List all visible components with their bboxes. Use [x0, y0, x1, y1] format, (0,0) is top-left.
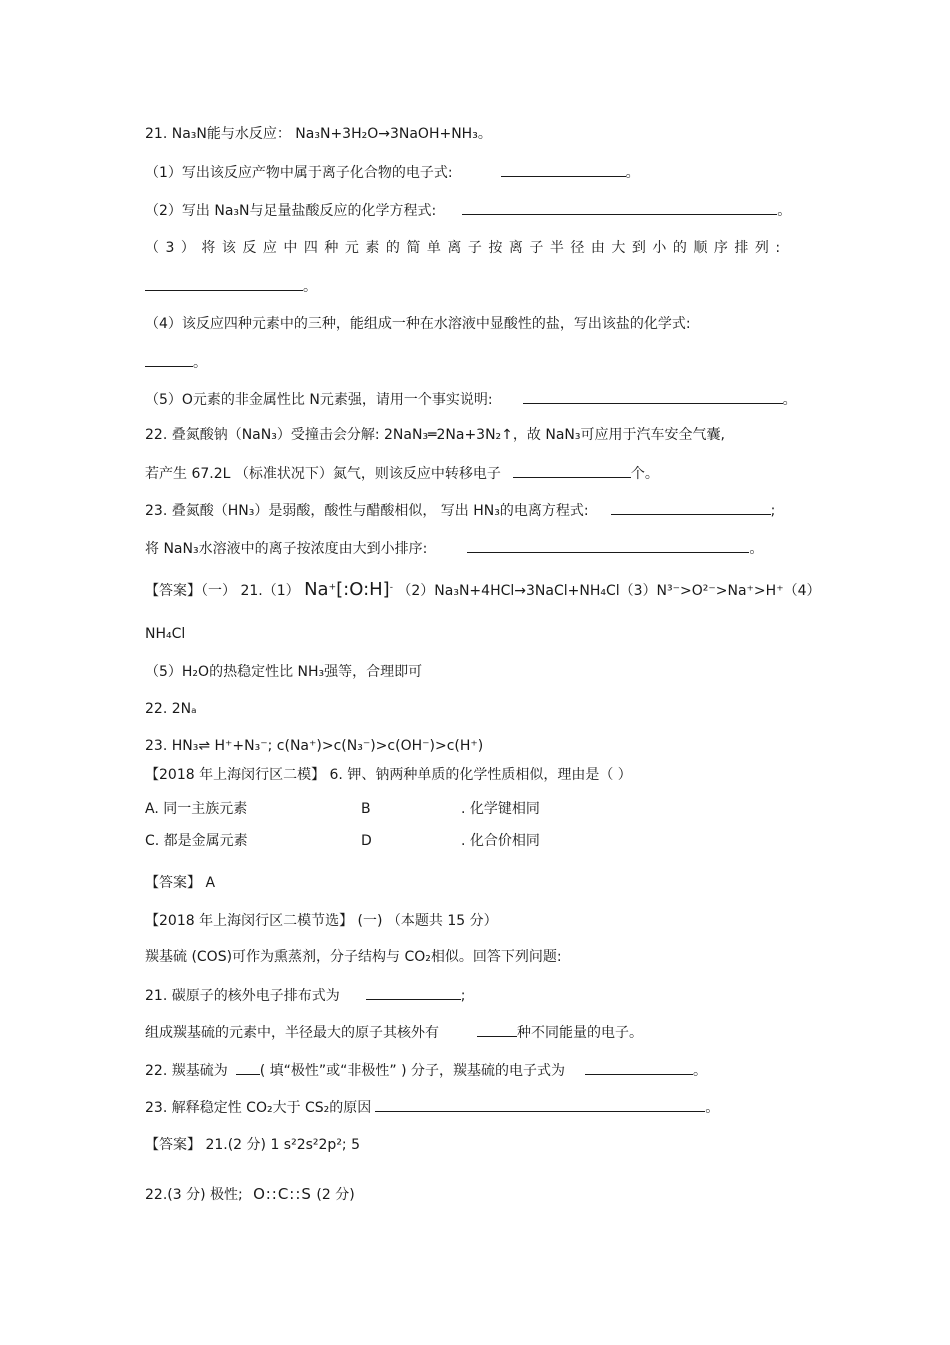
section2-answer22: 22.(3 分) 极性; O::C::S (2 分)	[145, 1185, 355, 1203]
section2-q23: 23. 解释稳定性 CO₂大于 CS₂的原因 。	[145, 1097, 719, 1118]
q6-options-cd	[145, 831, 540, 851]
q21-part3: （3）将该反应中四种元素的简单离子按离子半径由大到小的顺序排列:	[145, 240, 787, 256]
answer1-q22: 22. 2Nₐ	[145, 701, 197, 717]
q21-part4: （4）该反应四种元素中的三种，能组成一种在水溶液中显酸性的盐，写出该盐的化学式:	[145, 316, 691, 332]
option-d: . 化合价相同	[461, 833, 540, 849]
section2-title: 【2018 年上海闵行区二模节选】 (一) （本题共 15 分）	[145, 913, 498, 929]
answer1-part5: （5）H₂O的热稳定性比 NH₃强等，合理即可	[145, 664, 423, 680]
answer-blank	[585, 1060, 693, 1075]
cos-electron-formula: O::C::S	[253, 1185, 312, 1203]
answer-blank	[477, 1022, 517, 1037]
q6-title: 【2018 年上海闵行区二模】 6. 钾、钠两种单质的化学性质相似，理由是（ ）	[145, 767, 632, 783]
option-b-letter: B	[361, 801, 371, 817]
answer-blank	[462, 200, 777, 215]
sodium-symbol: Na	[304, 579, 329, 600]
section2-answer21: 【答案】 21.(2 分) 1 s²2s²2p²; 5	[145, 1137, 361, 1153]
q6-answer: 【答案】 A	[145, 875, 216, 891]
q21-part2: （2）写出 Na₃N与足量盐酸反应的化学方程式: 。	[145, 200, 791, 221]
hydroxide-electron-formula: [:O:H]	[336, 579, 390, 600]
q23-line2: 将 NaN₃水溶液中的离子按浓度由大到小排序: 。	[145, 538, 763, 559]
answer1-line1: 【答案】（一） 21.（1） Na+[:O:H]- （2）Na₃N+4HCl→3NaCl+NH₄Cl（3）N³⁻>O²⁻>Na⁺>H⁺（4）	[145, 579, 821, 600]
answer-blank	[366, 985, 461, 1000]
q21-part5: （5）O元素的非金属性比 N元素强，请用一个事实说明: 。	[145, 389, 797, 410]
section2-intro: 羰基硫 (COS)可作为熏蒸剂，分子结构与 CO₂相似。回答下列问题:	[145, 949, 562, 965]
answer-blank	[236, 1060, 260, 1075]
q22-line1: 22. 叠氮酸钠（NaN₃）受撞击会分解: 2NaN₃═2Na+3N₂↑，故 NaN₃可应用于汽车安全气囊,	[145, 427, 725, 443]
section2-q21a: 21. 碳原子的核外电子排布式为 ;	[145, 985, 465, 1006]
q22-line2: 若产生 67.2L （标准状况下）氮气，则该反应中转移电子 个。	[145, 463, 659, 484]
option-d-letter: D	[361, 833, 372, 849]
q23-line1: 23. 叠氮酸（HN₃）是弱酸，酸性与醋酸相似， 写出 HN₃的电离方程式: ;	[145, 500, 775, 521]
answer-blank	[513, 463, 631, 478]
q6-options-ab	[145, 799, 540, 819]
answer-blank	[145, 276, 303, 291]
answer-blank	[611, 500, 771, 515]
answer-blank	[523, 389, 783, 404]
answer-blank	[375, 1097, 705, 1112]
option-b: . 化学键相同	[461, 801, 540, 817]
section2-q21b: 组成羰基硫的元素中，半径最大的原子其核外有 种不同能量的电子。	[145, 1022, 643, 1043]
q21-part4-answer: 。	[145, 352, 207, 373]
q21-part3-answer: 。	[145, 276, 317, 297]
q21-stem: 21. Na₃N能与水反应： Na₃N+3H₂O→3NaOH+NH₃。	[145, 126, 492, 142]
answer1-nh4cl: NH₄Cl	[145, 626, 186, 642]
q21-part1: （1）写出该反应产物中属于离子化合物的电子式: 。	[145, 162, 640, 183]
answer-blank	[501, 162, 626, 177]
answer-blank	[467, 538, 749, 553]
option-a: A. 同一主族元素	[145, 801, 248, 817]
section2-q22: 22. 羰基硫为 ( 填“极性”或“非极性” ) 分子，羰基硫的电子式为 。	[145, 1060, 707, 1081]
option-c: C. 都是金属元素	[145, 833, 248, 849]
answer1-q23: 23. HN₃⇌ H⁺+N₃⁻; c(Na⁺)>c(N₃⁻)>c(OH⁻)>c(H⁺)	[145, 738, 484, 754]
answer-blank	[145, 352, 193, 367]
